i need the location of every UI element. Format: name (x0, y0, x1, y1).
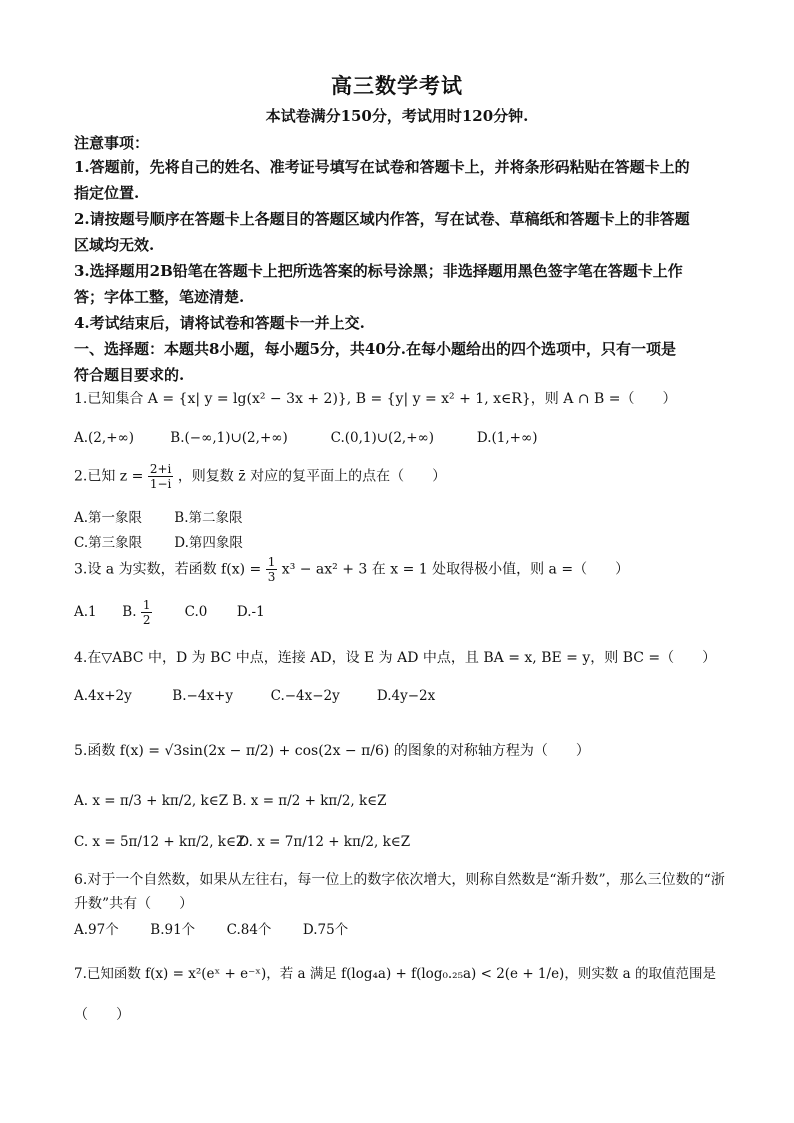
question-1-stem: 1.已知集合 A = {x| y = lg(x² − 3x + 2)}, B = {y| y = x² + 1, x∈R}，则 A ∩ B =（ ） (74, 391, 677, 407)
question-3-stem (74, 555, 629, 584)
q1-option-b: B.(−∞,1)∪(2,+∞) (170, 430, 288, 446)
q4-option-d: D.4y−2x (376, 688, 436, 704)
question-3-options (74, 598, 265, 627)
question-7-line1: 7.已知函数 f(x) = x²(eˣ + e⁻ˣ)，若 a 满足 f(log₄a) + f(log₀.₂₅a) < 2(e + 1/e)，则实数 a 的取值范围是 (74, 966, 716, 982)
q3-stem-a: 3.设 a 为实数，若函数 f(x) = (74, 561, 262, 578)
q3-option-b-fraction (141, 598, 153, 627)
question-7-line2: （ ） (74, 1007, 130, 1023)
q3-stem-b: x³ − ax² + 3 在 x = 1 处取得极小值，则 a =（ ） (281, 561, 630, 578)
q1-option-c: C.(0,1)∪(2,+∞) (330, 430, 435, 446)
notice-line-7: 4.考试结束后，请将试卷和答题卡一并上交. (74, 314, 365, 332)
q5-option-a: A. x = π/3 + kπ/2, k∈Z (74, 793, 229, 809)
notice-line-1: 1.答题前，先将自己的姓名、准考证号填写在试卷和答题卡上，并将条形码粘贴在答题卡上的 (74, 158, 690, 176)
q3-option-b-denominator: 2 (142, 613, 151, 627)
q4-option-b: B.−4x+y (172, 688, 233, 704)
q2-option-a: A.第一象限 (74, 510, 143, 526)
q6-option-b: B.91个 (150, 922, 196, 938)
q3-frac-denominator: 3 (267, 570, 276, 584)
q3-frac-numerator: 1 (267, 555, 276, 569)
q3-option-b-label: B. (122, 604, 137, 620)
q4-option-a: A.4x+2y (74, 688, 132, 704)
question-6-line2: 升数”共有（ ） (74, 896, 194, 912)
question-2-options-row2 (74, 531, 243, 551)
q6-option-d: D.75个 (302, 922, 349, 938)
question-4-stem: 4.在▽ABC 中，D 为 BC 中点，连接 AD，设 E 为 AD 中点，且 BA = x, BE = y，则 BC =（ ） (74, 650, 717, 666)
notice-line-3: 2.请按题号顺序在答题卡上各题目的答题区域内作答，写在试卷、草稿纸和答题卡上的非答题 (74, 210, 690, 228)
q2-frac-denominator: 1−i (149, 477, 172, 491)
question-5-options-row2 (74, 834, 410, 850)
notice-heading: 注意事项： (74, 134, 150, 152)
q6-option-a: A.97个 (74, 922, 119, 938)
q2-stem-b: ，则复数 z̄ 对应的复平面上的点在（ ） (177, 468, 447, 485)
q3-option-a: A.1 (74, 604, 97, 620)
question-6-line1: 6.对于一个自然数，如果从左往右，每一位上的数字依次增大，则称自然数是“渐升数”，那么三位数的“浙 (74, 872, 725, 888)
q5-option-b: B. x = π/2 + kπ/2, k∈Z (232, 793, 387, 809)
question-2-options-row1 (74, 506, 243, 526)
notice-line-4: 区域均无效. (74, 236, 155, 254)
q2-fraction (148, 462, 174, 491)
question-4-options (74, 688, 435, 704)
q3-fraction (266, 555, 278, 584)
q3-option-d: D.-1 (236, 604, 265, 620)
section-heading-line2: 符合题目要求的. (74, 366, 185, 384)
q3-option-b (122, 598, 180, 627)
question-5-stem: 5.函数 f(x) = √3sin(2x − π/2) + cos(2x − π/6) 的图象的对称轴方程为（ ） (74, 743, 590, 759)
q1-option-d: D.(1,+∞) (476, 430, 538, 446)
question-1-options (74, 430, 538, 446)
notice-line-6: 答；字体工整，笔迹清楚. (74, 288, 245, 306)
q2-frac-numerator: 2+i (149, 462, 172, 476)
q2-option-b: B.第二象限 (174, 510, 243, 526)
notice-line-2: 指定位置. (74, 184, 140, 202)
question-5-options-row1 (74, 793, 387, 809)
q6-option-c: C.84个 (226, 922, 272, 938)
page-title: 高三数学考试 (331, 73, 463, 98)
question-2-stem (74, 462, 446, 491)
q2-stem-a: 2.已知 z = (74, 468, 144, 485)
q2-option-d: D.第四象限 (174, 535, 243, 551)
q3-option-b-numerator: 1 (142, 598, 151, 612)
section-heading-line1: 一、选择题：本题共8小题，每小题5分，共40分.在每小题给出的四个选项中，只有一项是 (74, 340, 676, 358)
q5-option-d: D. x = 7π/12 + kπ/2, k∈Z (238, 834, 411, 850)
q1-option-a: A.(2,+∞) (74, 430, 135, 446)
q3-option-c: C.0 (184, 604, 208, 620)
q4-option-c: C.−4x−2y (270, 688, 340, 704)
question-6-options (74, 918, 348, 938)
page-subtitle: 本试卷满分150分，考试用时120分钟. (265, 107, 529, 125)
q5-option-c: C. x = 5π/12 + kπ/2, k∈Z (74, 834, 246, 850)
notice-line-5: 3.选择题用2B铅笔在答题卡上把所选答案的标号涂黑；非选择题用黑色签字笔在答题卡上作 (74, 262, 683, 280)
q2-option-c: C.第三象限 (74, 535, 143, 551)
